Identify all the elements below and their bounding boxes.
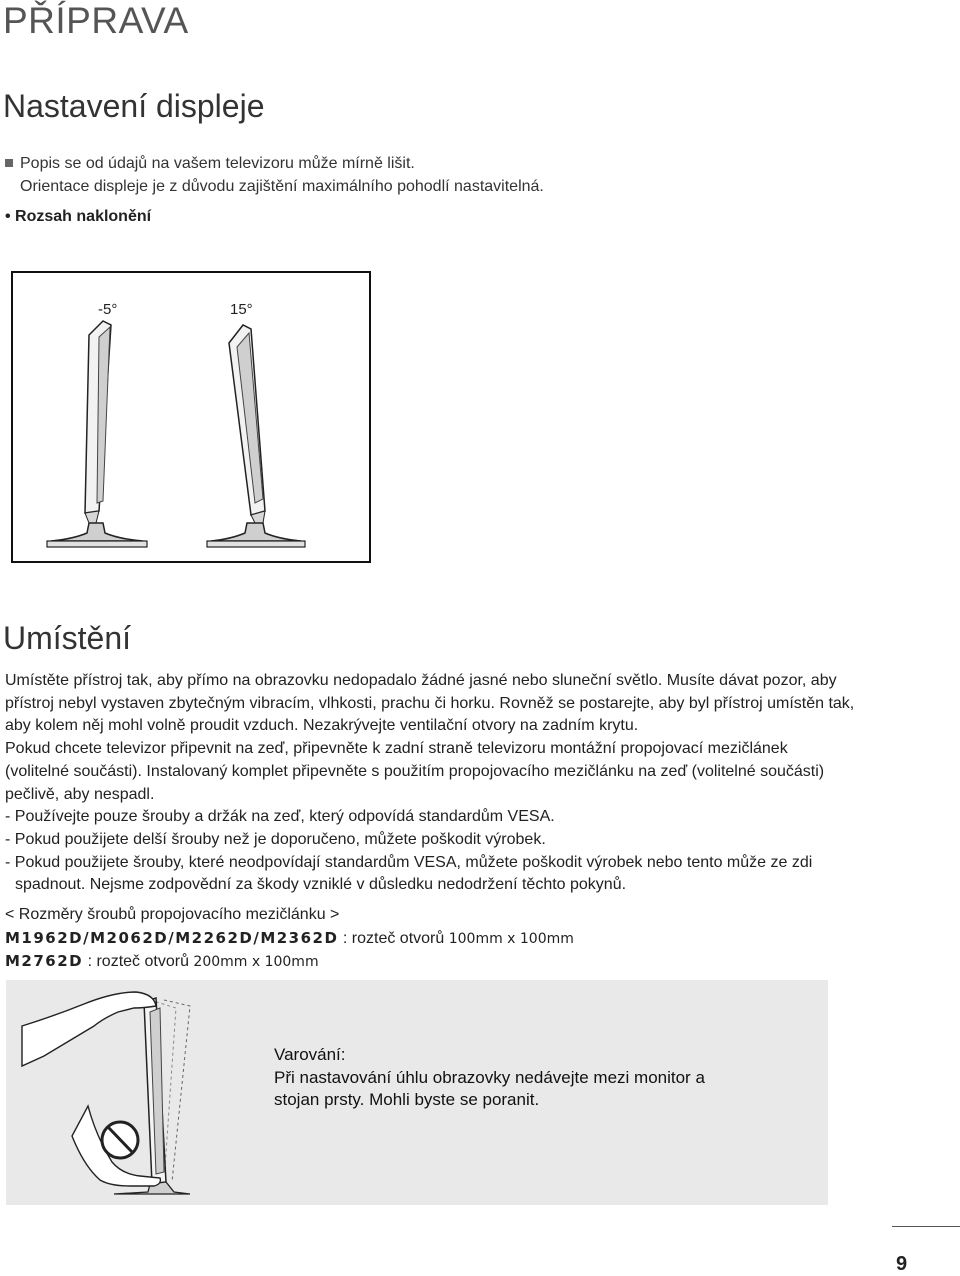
note-line: Popis se od údajů na vašem televizoru může mírně lišit. [20,155,415,172]
list-item: - Pokud použijete delší šrouby než je doporučeno, můžete poškodit výrobek. [5,830,546,848]
vesa-dimensions [5,904,574,974]
note-line: Orientace displeje je z důvodu zajištění maximálního pohodlí nastavitelná. [20,178,544,195]
spec-value: 200mm x 100mm [193,954,319,971]
spec-value: 100mm x 100mm [448,930,574,947]
section-title-placement: Umístění [3,620,132,656]
list-item: - Používejte pouze šrouby a držák na zeď, který odpovídá standardům VESA. [5,808,555,826]
warning-box [6,980,828,1205]
finger-pinch-warning-illustration [14,986,234,1196]
warning-title: Varování: [274,1045,346,1064]
model-names: M1962D/M2062D/M2262D/M2362D [5,928,339,947]
list-item: - Pokud použijete šrouby, které neodpovídají standardům VESA, můžete poškodit výrobek nebo tento může ze zdi spadnout. Nejsme zodpovědní za škody vzniklé v důsledku nedodržení těchto pokynů. [5,853,813,894]
warning-text [274,1044,754,1112]
vesa-row [5,950,574,974]
spec-prefix: : rozteč otvorů [83,953,194,971]
warning-message: Při nastavování úhlu obrazovky nedávejte mezi monitor a stojan prsty. Mohli byste se poranit. [274,1067,705,1109]
paragraph: Pokud chcete televizor připevnit na zeď, připevněte k zadní straně televizoru montážní propojovací mezičlánek (volitelné součásti). Instalovaný komplet připevněte s použitím propojovacího mezičlánku na zeď (volitelné součásti) pečlivě, aby nespadl. [5,740,825,803]
chapter-title: PŘÍPRAVA [3,0,189,41]
note-block [5,152,544,198]
tilt-angle-left: -5° [98,301,118,318]
vesa-row [5,927,574,951]
page-number: 9 [896,1253,908,1275]
page-number-rule [892,1226,960,1227]
square-bullet-icon [5,159,13,167]
vesa-heading: < Rozměry šroubů propojovacího mezičlánku > [5,906,340,923]
section-title-display-settings: Nastavení displeje [3,88,265,124]
placement-body [5,670,855,897]
model-names: M2762D [5,952,84,971]
tilt-range-figure [11,271,371,563]
spec-prefix: : rozteč otvorů [338,929,449,947]
tilt-angle-right: 15° [230,301,253,318]
tilt-range-label: • Rozsah naklonění [5,208,152,225]
paragraph: Umístěte přístroj tak, aby přímo na obrazovku nedopadalo žádné jasné nebo sluneční světlo. Musíte dávat pozor, aby přístroj nebyl vystaven zbytečným vibracím, vlhkosti, prachu či horku. Rovněž se postarejte, aby byl přístroj umístěn tak, aby kolem něj mohl volně proudit vzduch. Nezakrývejte ventilační otvory na zadním krytu. [5,672,855,735]
